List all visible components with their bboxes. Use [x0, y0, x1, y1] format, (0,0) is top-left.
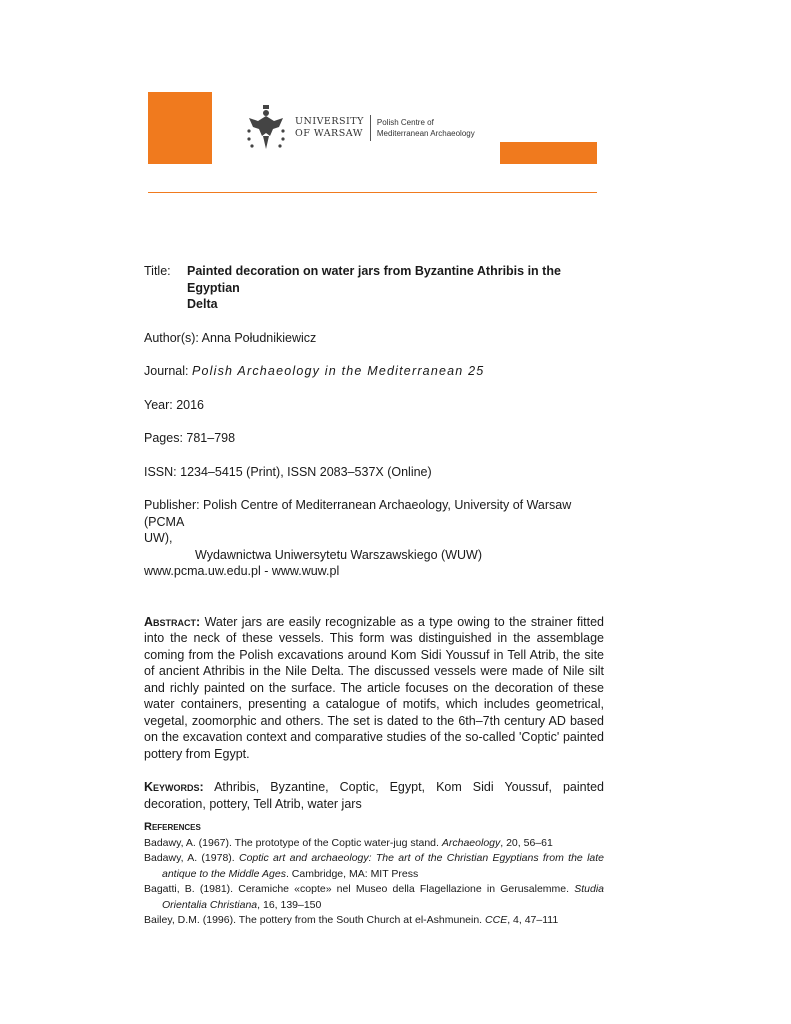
author-field: Author(s): Anna Południkiewicz: [144, 330, 317, 345]
reference-text: Badawy, A. (1978).: [144, 852, 239, 864]
journal-field: [144, 363, 604, 380]
article-title: [187, 263, 604, 313]
centre-name-line2: Mediterranean Archaeology: [376, 129, 475, 138]
publisher-line1: Publisher: Polish Centre of Mediterranean Archaeology, University of Warsaw (PCMA: [144, 498, 572, 529]
reference-text: Bagatti, B. (1981). Ceramiche «copte» nel Museo della Flagellazione in Gerusalemme.: [144, 883, 575, 895]
header-divider: [148, 192, 597, 193]
orange-bar-right: [500, 142, 597, 164]
references-heading: References: [144, 821, 201, 833]
abstract-text: Water jars are easily recognizable as a type owing to the strainer fitted into the neck of these vessels. This form was distinguished in the assemblage coming from the Polish excavations around Kom Sidi Youssuf in Tell Atrib, the site of ancient Athribis in the Nile Delta. The discussed vessels were made of Nile silt and richly painted on the surface. The article focuses on the decoration of these water containers, presenting a catalogue of motifs, which includes geometrical, vegetal, zoomorphic and others. The set is dated to the 6th–7th century AD based on the excavation context and comparative studies of the so-called 'Coptic' painted pottery from Egypt.: [144, 614, 604, 761]
keywords-block: [144, 779, 604, 812]
article-title-line1: Painted decoration on water jars from Byzantine Athribis in the Egyptian: [187, 264, 561, 295]
reference-item: [144, 851, 604, 882]
university-logo: [243, 102, 493, 154]
references-section: [144, 820, 604, 929]
reference-italic: Archaeology: [441, 836, 501, 849]
title-label: Title:: [144, 264, 171, 278]
article-metadata: [144, 263, 604, 812]
eagle-emblem-icon: [243, 103, 289, 153]
reference-text: Badawy, A. (1967). The prototype of the Coptic water-jug stand.: [144, 836, 442, 849]
reference-text-end: , 4, 47–111: [507, 914, 559, 926]
publisher-line3: Wydawnictwa Uniwersytetu Warszawskiego (WUW): [195, 547, 482, 562]
keywords-text: Athribis, Byzantine, Coptic, Egypt, Kom Sidi Youssuf, painted decoration, pottery, Tell Atrib, water jars: [144, 780, 604, 811]
keywords-label: Keywords:: [144, 780, 204, 794]
journal-label: Journal:: [144, 364, 189, 378]
centre-name-line1: Polish Centre of: [376, 118, 434, 127]
publisher-websites[interactable]: www.pcma.uw.edu.pl - www.wuw.pl: [144, 564, 340, 578]
reference-text-end: , 16, 139–150: [257, 898, 322, 911]
reference-italic: CCE: [485, 914, 508, 926]
reference-text-end: , 20, 56–61: [500, 836, 553, 849]
publisher-field: [144, 497, 604, 580]
reference-item: [144, 836, 604, 852]
issn-field: ISSN: 1234–5415 (Print), ISSN 2083–537X (Online): [144, 464, 432, 479]
reference-italic: Coptic art and archaeology: The art of the Christian Egyptians from the late antique to the Middle Ages: [162, 852, 604, 880]
year-field: Year: 2016: [144, 397, 205, 412]
reference-italic: Studia Orientalia Christiana: [162, 883, 604, 911]
logo-separator: [370, 115, 371, 141]
abstract-block: [144, 614, 604, 763]
reference-item: [144, 882, 604, 913]
article-title-line2: Delta: [187, 297, 218, 311]
university-name-line2: OF WARSAW: [295, 128, 363, 139]
reference-text: Bailey, D.M. (1996). The pottery from the South Church at el-Ashmunein.: [144, 914, 486, 926]
reference-item: [144, 913, 604, 929]
university-name-line1: UNIVERSITY: [295, 116, 364, 127]
title-row: [144, 263, 604, 313]
reference-text-end: . Cambridge, MA: MIT Press: [285, 867, 419, 880]
publisher-line2: UW),: [144, 531, 173, 545]
pages-field: Pages: 781–798: [144, 431, 236, 445]
orange-block-left: [148, 92, 212, 164]
journal-name: Polish Archaeology in the Mediterranean 25: [191, 364, 485, 378]
abstract-label: Abstract:: [144, 614, 201, 629]
